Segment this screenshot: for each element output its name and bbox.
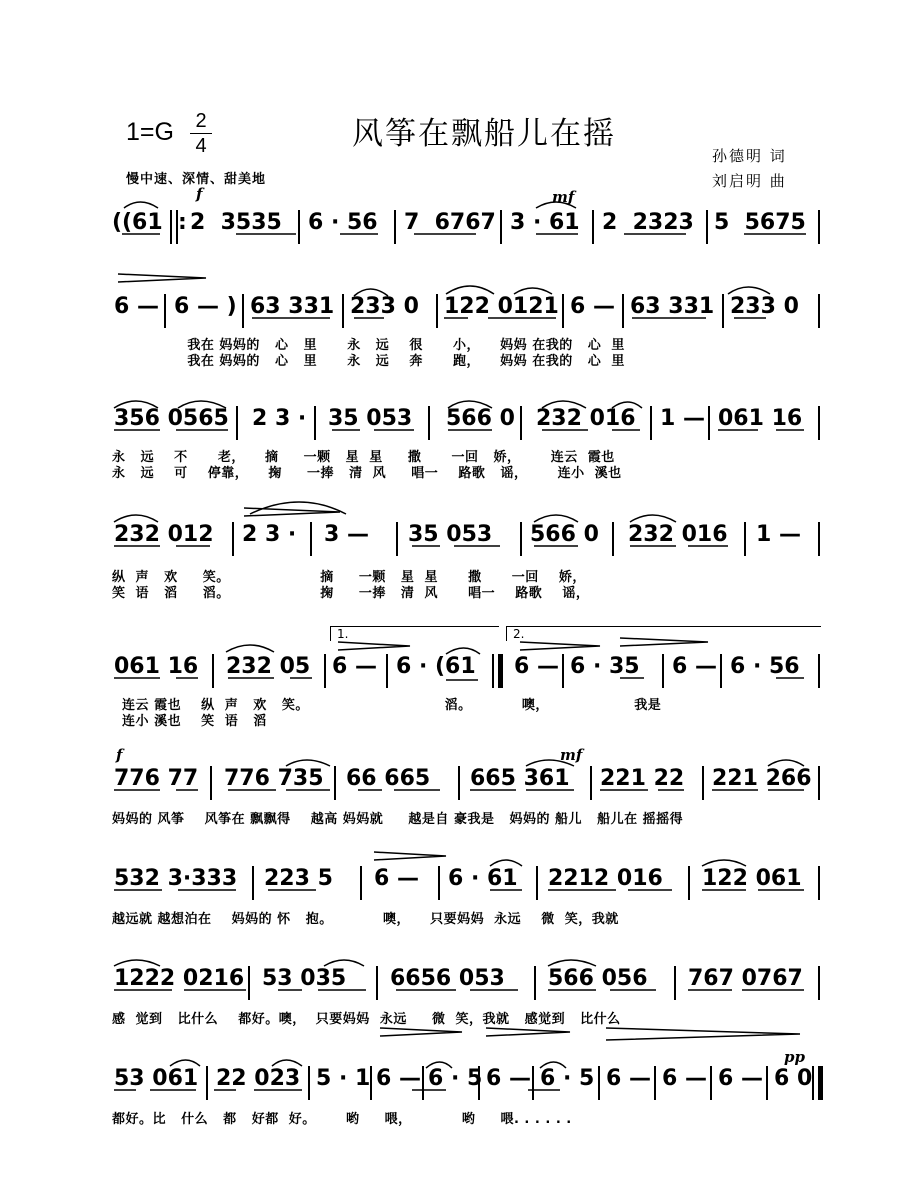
volta-first-ending: 1. (330, 626, 499, 641)
measure: 6 — (606, 1066, 651, 1091)
dynamic-marking: mf (552, 188, 575, 206)
measure: 6 · 56 (308, 210, 378, 235)
lyric-line: 纵 声 欢 笑。 摘 一颗 星 星 撒 一回 娇， (112, 570, 586, 585)
measure: 232 016 (536, 406, 636, 431)
measure: 6 · 35 (570, 654, 640, 679)
measure: 5 · 1 (316, 1066, 371, 1091)
lyric-line: 永 远 不 老， 摘 一颗 星 星 撒 一回 娇， 连云 霞也 (112, 450, 615, 465)
composer-credit: 刘启明 曲 (712, 172, 787, 190)
tempo-marking: 慢中速、深情、甜美地 (126, 172, 267, 187)
lyric-line: 连云 霞也 纵 声 欢 笑。 滔。 噢， 我是 (112, 698, 662, 713)
staff-line-7 (112, 862, 822, 902)
measure: 22 023 (216, 1066, 301, 1091)
dynamic-marking: mf (560, 746, 583, 764)
measure: 221 22 (600, 766, 685, 791)
lyricist-credit: 孙德明 词 (712, 147, 787, 165)
measure: 232 05 (226, 654, 311, 679)
lyric-line: 越远就 越想泊在 妈妈的 怀 抱。 噢， 只要妈妈 永远 微 笑，我就 (112, 912, 619, 927)
measure: 356 0565 (114, 406, 229, 431)
measure: 6 0 (774, 1066, 813, 1091)
measure: 232 012 (114, 522, 214, 547)
measure: 6 · 5 (540, 1066, 595, 1091)
lyric-line: 妈妈的 风筝 风筝在 飘飘得 越高 妈妈就 越是自 豪我是 妈妈的 船儿 船儿在 摇摇得 (112, 812, 684, 827)
measure: 221 266 (712, 766, 812, 791)
staff-line-3 (112, 402, 822, 442)
staff-line-5 (112, 650, 822, 690)
measure: 6 · 56 (730, 654, 800, 679)
measure: 122 0121 (444, 294, 559, 319)
measure: 061 16 (114, 654, 199, 679)
song-title: 风筝在飘船儿在摇 (352, 116, 616, 152)
measure: 6 — (376, 1066, 421, 1091)
measure: 232 016 (628, 522, 728, 547)
lyric-line: 感 觉到 比什么 都好。噢， 只要妈妈 永远 微 笑，我就 感觉到 比什么 (112, 1012, 621, 1027)
staff-line-1 (112, 206, 822, 246)
measure: 5 5675 (714, 210, 806, 235)
key-signature: 1=G (126, 118, 174, 146)
measure: 6 — (332, 654, 377, 679)
measure: 3 · 61 (510, 210, 580, 235)
measure: 233 0 (350, 294, 419, 319)
dynamic-marking: pp (784, 1048, 805, 1066)
measure: 223 5 (264, 866, 333, 891)
measure: 6656 053 (390, 966, 505, 991)
repeat-dots: : (178, 210, 187, 235)
measure: 6 · 61 (448, 866, 518, 891)
measure: 665 361 (470, 766, 570, 791)
measure: 2 3 · (252, 406, 307, 431)
notation-segment: ( (112, 210, 123, 235)
measure: 767 0767 (688, 966, 803, 991)
lyric-line: 都好。比 什么 都 好都 好。 哟 喂， 哟 喂. . . . . . (112, 1112, 572, 1127)
lyric-line: 我在 妈妈的 心 里 永 远 奔 跑， 妈妈 在我的 心 里 (112, 354, 625, 369)
measure: 7 6767 (404, 210, 496, 235)
staff-line-6 (112, 762, 822, 802)
measure: 63 331 (630, 294, 715, 319)
measure: 6 — (114, 294, 159, 319)
measure: 566 0 (446, 406, 515, 431)
staff-line-8 (112, 962, 822, 1002)
measure: 776 77 (114, 766, 199, 791)
lyric-line: 我在 妈妈的 心 里 永 远 很 小， 妈妈 在我的 心 里 (112, 338, 625, 353)
measure: 6 — (486, 1066, 531, 1091)
measure: 122 061 (702, 866, 802, 891)
time-signature (190, 110, 212, 157)
measure: 63 331 (250, 294, 335, 319)
measure: 35 053 (328, 406, 413, 431)
measure: 66 665 (346, 766, 431, 791)
measure: 6 — (374, 866, 419, 891)
meter-bottom: 4 (195, 135, 207, 157)
measure: 6 — (570, 294, 615, 319)
measure: 566 0 (530, 522, 599, 547)
measure: 2 3 · (242, 522, 297, 547)
staff-line-4 (112, 518, 822, 558)
measure: 1 — (756, 522, 801, 547)
measure: 566 056 (548, 966, 648, 991)
measure: 776 735 (224, 766, 324, 791)
measure: 061 16 (718, 406, 803, 431)
measure: 2212 016 (548, 866, 663, 891)
volta-second-ending: 2. (506, 626, 821, 641)
meter-top: 2 (195, 110, 207, 132)
measure: 6 · 5 (428, 1066, 483, 1091)
measure: 233 0 (730, 294, 799, 319)
lyric-line: 笑 语 滔 滔。 掬 一捧 清 风 唱一 路歌 谣， (112, 586, 590, 601)
measure: 6 — (718, 1066, 763, 1091)
measure: 6 · (61 (396, 654, 476, 679)
measure: 53 061 (114, 1066, 199, 1091)
measure: 2 2323 (602, 210, 694, 235)
measure: 6 — (672, 654, 717, 679)
staff-line-2 (112, 290, 822, 330)
measure: (61 (122, 210, 163, 235)
measure: 6 — (662, 1066, 707, 1091)
measure: 3 — (324, 522, 369, 547)
measure: 53 035 (262, 966, 347, 991)
measure: 1222 0216 (114, 966, 245, 991)
dynamic-marking: f (116, 746, 123, 764)
staff-line-9 (112, 1062, 822, 1102)
measure: 2 3535 (190, 210, 282, 235)
measure: 1 — (660, 406, 705, 431)
lyric-line: 永 远 可 停靠， 掬 一捧 清 风 唱一 路歌 谣， 连小 溪也 (112, 466, 622, 481)
measure: 6 — ) (174, 294, 237, 319)
measure: 35 053 (408, 522, 493, 547)
dynamic-marking: f (196, 185, 203, 203)
measure: 532 3·333 (114, 866, 238, 891)
lyric-line: 连小 溪也 笑 语 滔 (112, 714, 267, 729)
measure: 6 — (514, 654, 559, 679)
